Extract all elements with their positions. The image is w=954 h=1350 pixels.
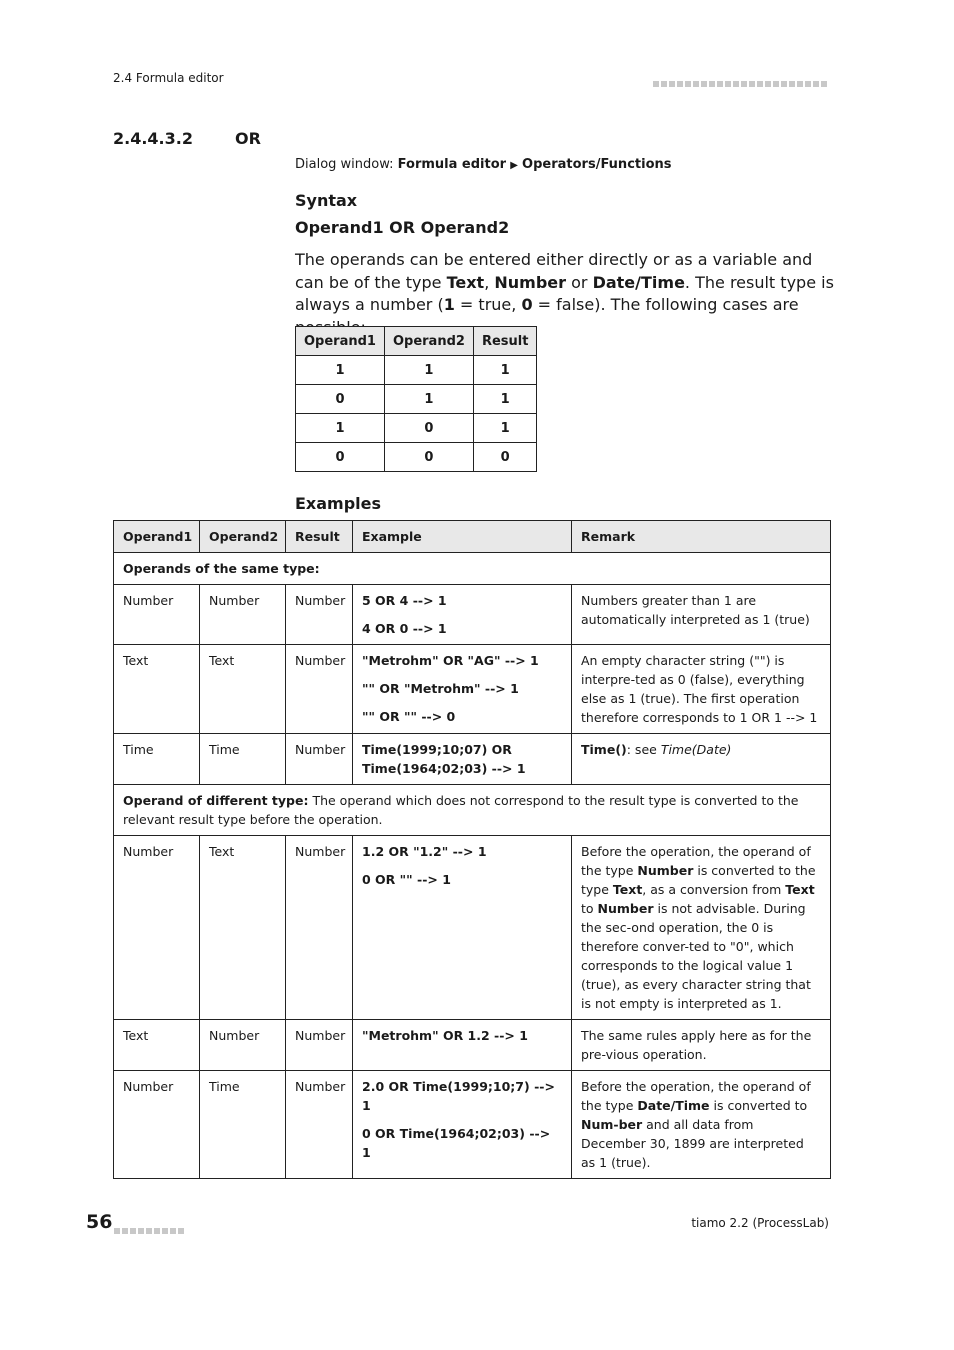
section-row — [114, 785, 831, 836]
dialog-path: Dialog window: Formula editor ▶ Operators/Functions — [295, 157, 672, 172]
example-cell: Time(1999;10;07) OR Time(1964;02;03) --> 1 — [353, 734, 572, 785]
result-cell: Number — [286, 1071, 353, 1179]
examples-table — [113, 520, 831, 1179]
operand2-cell: Text — [200, 645, 286, 734]
examples-header-cell: Operand2 — [200, 521, 286, 553]
table-row — [114, 1071, 831, 1179]
section-cell: Operands of the same type: — [114, 553, 831, 585]
operand1-cell: Number — [114, 1071, 200, 1179]
result-cell: Number — [286, 1020, 353, 1071]
table-row — [114, 734, 831, 785]
table-row — [114, 1020, 831, 1071]
truth-cell: 0 — [473, 443, 537, 472]
truth-cell: 1 — [296, 414, 385, 443]
operand2-cell: Text — [200, 836, 286, 1020]
operand1-cell: Number — [114, 585, 200, 645]
examples-header-cell: Operand1 — [114, 521, 200, 553]
examples-header-cell: Result — [286, 521, 353, 553]
truth-header-cell: Result — [473, 327, 537, 356]
examples-header-cell: Example — [353, 521, 572, 553]
operand1-cell: Text — [114, 645, 200, 734]
truth-header-row — [296, 327, 537, 356]
operand1-cell: Number — [114, 836, 200, 1020]
example-cell: "Metrohm" OR "AG" --> 1 "" OR "Metrohm" --> 1 "" OR "" --> 0 — [353, 645, 572, 734]
remark-cell: The same rules apply here as for the pre-vious operation. — [572, 1020, 831, 1071]
header-decoration — [653, 73, 829, 92]
syntax-heading: Syntax — [295, 191, 358, 210]
operand2-cell: Number — [200, 1020, 286, 1071]
example-cell: 1.2 OR "1.2" --> 1 0 OR "" --> 1 — [353, 836, 572, 1020]
operand2-cell: Time — [200, 734, 286, 785]
truth-header-cell: Operand1 — [296, 327, 385, 356]
operand1-cell: Text — [114, 1020, 200, 1071]
truth-header-cell: Operand2 — [384, 327, 473, 356]
operand1-cell: Time — [114, 734, 200, 785]
result-cell: Number — [286, 645, 353, 734]
section-row — [114, 553, 831, 585]
remark-cell: Before the operation, the operand of the type Number is converted to the type Text, as a conversion from Text to Number is not advisable. During the sec-ond operation, the 0 is therefore conver-ted to "0", which corresponds to the logical value 1 (true), as every character string that is not empty is interpreted as 1. — [572, 836, 831, 1020]
remark-cell: Numbers greater than 1 are automatically interpreted as 1 (true) — [572, 585, 831, 645]
truth-cell: 1 — [384, 356, 473, 385]
syntax-line: Operand1 OR Operand2 — [295, 218, 510, 237]
remark-cell: Before the operation, the operand of the type Date/Time is converted to Num-ber and all data from December 30, 1899 are interpreted as 1 (true). — [572, 1071, 831, 1179]
product-name: tiamo 2.2 (ProcessLab) — [691, 1216, 829, 1230]
truth-cell: 1 — [473, 414, 537, 443]
operand2-cell: Number — [200, 585, 286, 645]
truth-row — [296, 356, 537, 385]
section-number: 2.4.4.3.2 — [113, 129, 193, 148]
result-cell: Number — [286, 734, 353, 785]
example-cell: 2.0 OR Time(1999;10;7) --> 1 0 OR Time(1964;02;03) --> 1 — [353, 1071, 572, 1179]
truth-cell: 0 — [384, 443, 473, 472]
truth-cell: 0 — [296, 443, 385, 472]
example-cell: "Metrohm" OR 1.2 --> 1 — [353, 1020, 572, 1071]
running-header: 2.4 Formula editor — [113, 71, 224, 85]
truth-cell: 1 — [384, 385, 473, 414]
truth-row — [296, 385, 537, 414]
examples-header-cell: Remark — [572, 521, 831, 553]
examples-header-row — [114, 521, 831, 553]
footer-decoration — [114, 1220, 186, 1239]
truth-cell: 1 — [473, 385, 537, 414]
result-cell: Number — [286, 836, 353, 1020]
truth-row — [296, 443, 537, 472]
remark-cell: Time(): see Time(Date) — [572, 734, 831, 785]
truth-cell: 1 — [473, 356, 537, 385]
table-row — [114, 836, 831, 1020]
operand2-cell: Time — [200, 1071, 286, 1179]
page-number: 56 — [86, 1211, 113, 1233]
example-cell: 5 OR 4 --> 1 4 OR 0 --> 1 — [353, 585, 572, 645]
table-row — [114, 645, 831, 734]
truth-row — [296, 414, 537, 443]
section-cell: Operand of different type: The operand which does not correspond to the result type is converted to the relevant result type before the operation. — [114, 785, 831, 836]
examples-heading: Examples — [295, 494, 382, 513]
result-cell: Number — [286, 585, 353, 645]
table-row — [114, 585, 831, 645]
truth-cell: 0 — [296, 385, 385, 414]
truth-cell: 0 — [384, 414, 473, 443]
description-paragraph: The operands can be entered either directly or as a variable and can be of the type Text, Number or Date/Time. The result type is always a number (1 = true, 0 = false). The following cases are — [295, 250, 834, 314]
truth-cell: 1 — [296, 356, 385, 385]
section-title: OR — [235, 129, 261, 148]
truth-table — [295, 326, 537, 472]
remark-cell: An empty character string ("") is interpre-ted as 0 (false), everything else as 1 (true). The first operation therefore corresponds to 1 OR 1 --> 1 — [572, 645, 831, 734]
